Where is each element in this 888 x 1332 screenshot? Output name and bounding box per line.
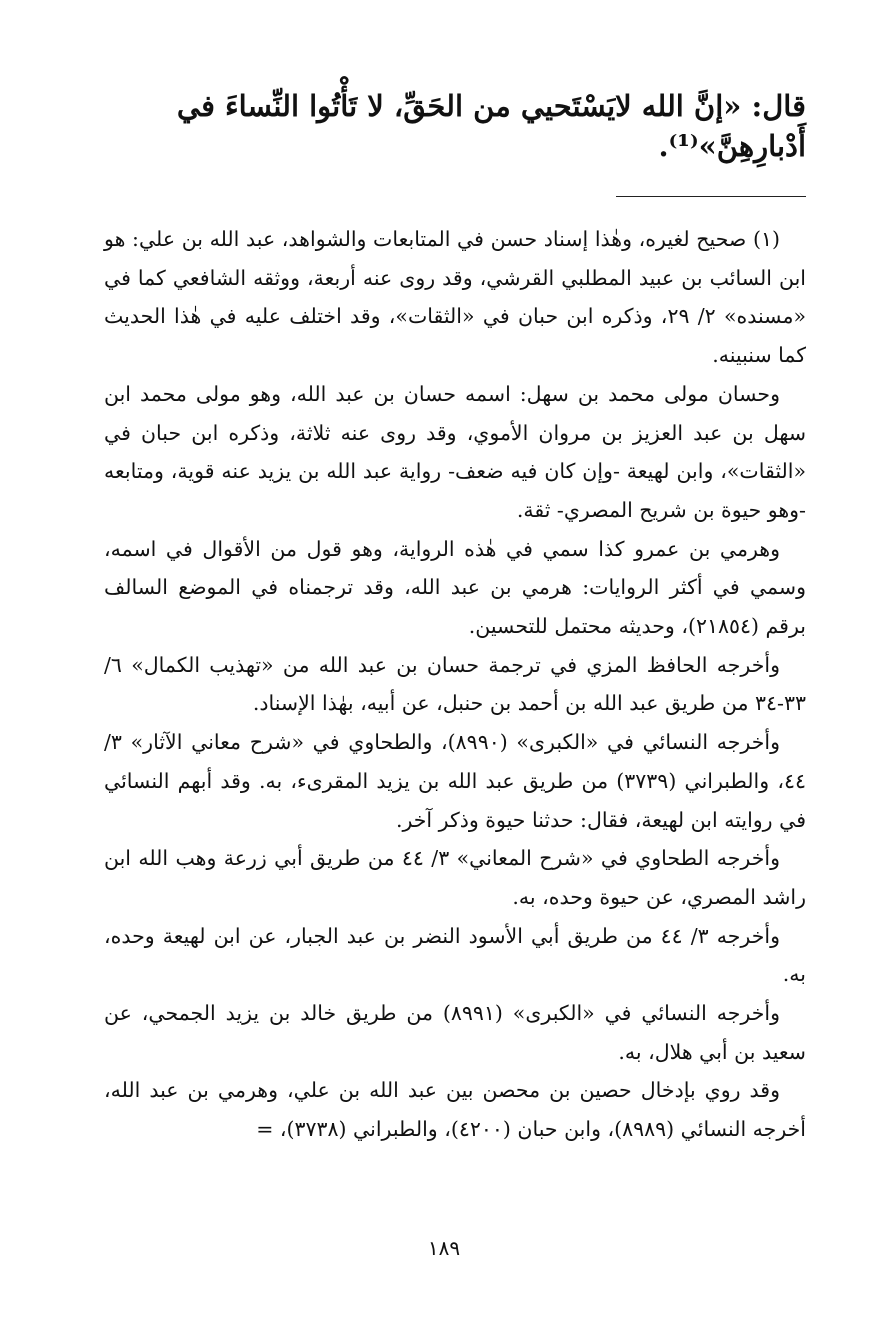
page-number: ١٨٩ xyxy=(427,1236,461,1260)
footnote-paragraph: وأخرجه الحافظ المزي في ترجمة حسان بن عبد الله من «تهذيب الكمال» ٦/ ٣٣-٣٤ من طريق عبد الله بن أحمد بن حنبل، عن أبيه، بهٰذا الإسناد. xyxy=(104,652,806,716)
footnote-paragraph: وأخرجه ٣/ ٤٤ من طريق أبي الأسود النضر بن عبد الجبار، عن ابن لهيعة وحده، به. xyxy=(104,923,806,987)
footnote-separator xyxy=(616,196,806,197)
hadith-text: قال: «إنَّ الله لايَسْتَحيي من الحَقِّ، لا تَأْتُوا النِّساءَ في أَدْبارِهِنَّ»⁽¹⁾. xyxy=(176,89,806,163)
footnote-paragraph: وهرمي بن عمرو كذا سمي في هٰذه الرواية، وهو قول من الأقوال في اسمه، وسمي في أكثر الروايات: هرمي بن عبد الله، وقد ترجمناه في الموضع السالف برقم (٢١٨٥٤)، وحديثه محتمل للتحسين. xyxy=(104,536,806,639)
footnote-paragraph: وأخرجه الطحاوي في «شرح المعاني» ٣/ ٤٤ من طريق أبي زرعة وهب الله ابن راشد المصري، عن حيوة وحده، به. xyxy=(104,846,806,909)
footnotes-section xyxy=(104,220,806,1149)
footnote-paragraph: وقد روي بإدخال حصين بن محصن بين عبد الله بن علي، وهرمي بن عبد الله، أخرجه النسائي (٨٩٨٩)، وابن حبان (٤٢٠٠)، والطبراني (٣٧٣٨)، = xyxy=(104,1078,806,1142)
footnote-paragraph: وحسان مولى محمد بن سهل: اسمه حسان بن عبد الله، وهو مولى محمد ابن سهل بن عبد العزيز بن مروان الأموي، وقد روى عنه ثلاثة، وذكره ابن حبان في «الثقات»، وابن لهيعة -وإن كان فيه ضعف- رواية عبد الله بن يزيد عنه قوية، ومتابعه -وهو حيوة بن شريح المصري- ثقة. xyxy=(104,381,806,522)
footnote-paragraph: وأخرجه النسائي في «الكبرى» (٨٩٩١) من طريق خالد بن يزيد الجمحي، عن سعيد بن أبي هلال، به. xyxy=(104,1001,806,1064)
footnote-paragraph: وأخرجه النسائي في «الكبرى» (٨٩٩٠)، والطحاوي في «شرح معاني الآثار» ٣/ ٤٤، والطبراني (٣٧٣٩) من طريق عبد الله بن يزيد المقرىء، به. وقد أبهم النسائي في روايته ابن لهيعة، فقال: حدثنا حيوة وذكر آخر. xyxy=(104,730,806,832)
footnote-paragraph: (١) صحيح لغيره، وهٰذا إسناد حسن في المتابعات والشواهد، عبد الله بن علي: هو ابن السائب بن عبيد المطلبي القرشي، وقد روى عنه أربعة، ووثقه الشافعي كما في «مسنده» ٢/ ٢٩، وذكره ابن حبان في «الثقات»، وقد اختلف عليه في هٰذا الحديث كما سنبينه. xyxy=(104,227,806,368)
